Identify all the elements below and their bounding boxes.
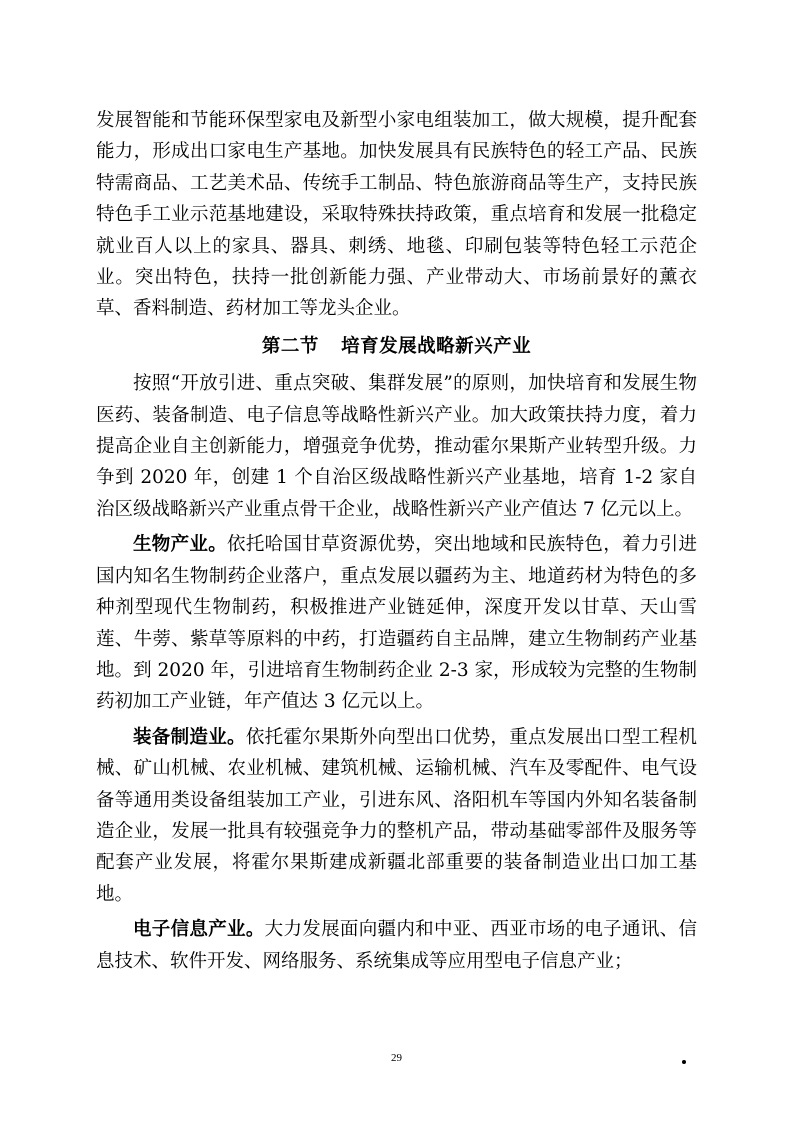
- page-number: 29: [391, 1052, 402, 1064]
- electronic-lead: 电子信息产业。: [133, 919, 265, 941]
- electronic-text: 大力发展面向疆内和中亚、西亚市场的电子通讯、信息技术、软件开发、网络服务、系统集成等应用型电子信息产业；: [96, 919, 697, 972]
- paragraph-equipment-manufacturing: [96, 722, 697, 910]
- paragraph-household-appliances: 发展智能和节能环保型家电及新型小家电组装加工，做大规模，提升配套能力，形成出口家电生产基地。加快发展具有民族特色的轻工产品、民族特需商品、工艺美术品、传统手工制品、特色旅游商品等生产，支持民族特色手工业示范基地建设，采取特殊扶持政策，重点培育和发展一批稳定就业百人以上的家具、器具、刺绣、地毯、印刷包装等特色轻工示范企业。突出特色，扶持一批创新能力强、产业带动大、市场前景好的薰衣草、香料制造、药材加工等龙头企业。: [96, 110, 697, 320]
- body-text: [96, 105, 697, 977]
- equipment-text: 依托霍尔果斯外向型出口优势，重点发展出口型工程机械、矿山机械、农业机械、建筑机械、运输机械、汽车及零配件、电气设备等通用类设备组装加工产业，引进东风、洛阳机车等国内外知名装备制造企业，发展一批具有较强竞争力的整机产品，带动基础零部件及服务等配套产业发展，将霍尔果斯建成新疆北部重要的装备制造业出口加工基地。: [96, 726, 697, 905]
- equipment-lead: 装备制造业。: [133, 726, 246, 748]
- footer-dot: [682, 1060, 686, 1064]
- bio-industry-text: 依托哈国甘草资源优势，突出地域和民族特色，着力引进国内知名生物制药企业落户，重点发展以疆药为主、地道药材为特色的多种剂型现代生物制药，积极推进产业链延伸，深度开发以甘草、天山雪莲、牛蒡、紫草等原料的中药，打造疆药自主品牌，建立生物制药产业基地。到 2020 年，引进培育生物制药企业 2-3 家，形成较为完整的生物制药初加工产业链，年产值达 3 亿元以上。: [96, 534, 697, 713]
- section-heading: [96, 331, 697, 362]
- paragraph-emerging-industries: 按照“开放引进、重点突破、集群发展”的原则，加快培育和发展生物医药、装备制造、电子信息等战略性新兴产业。加大政策扶持力度，着力提高企业自主创新能力，增强竞争优势，推动霍尔果斯产业转型升级。力争到 2020 年，创建 1 个自治区级战略性新兴产业基地，培育 1-2 家自治区级战略新兴产业重点骨干企业，战略性新兴产业产值达 7 亿元以上。: [96, 373, 697, 520]
- bio-industry-lead: 生物产业。: [133, 534, 228, 556]
- paragraph-bio-industry: [96, 529, 697, 717]
- paragraph-electronic-information: [96, 914, 697, 977]
- section-number: 第二节: [261, 335, 319, 357]
- section-title: 培育发展战略新兴产业: [341, 335, 532, 357]
